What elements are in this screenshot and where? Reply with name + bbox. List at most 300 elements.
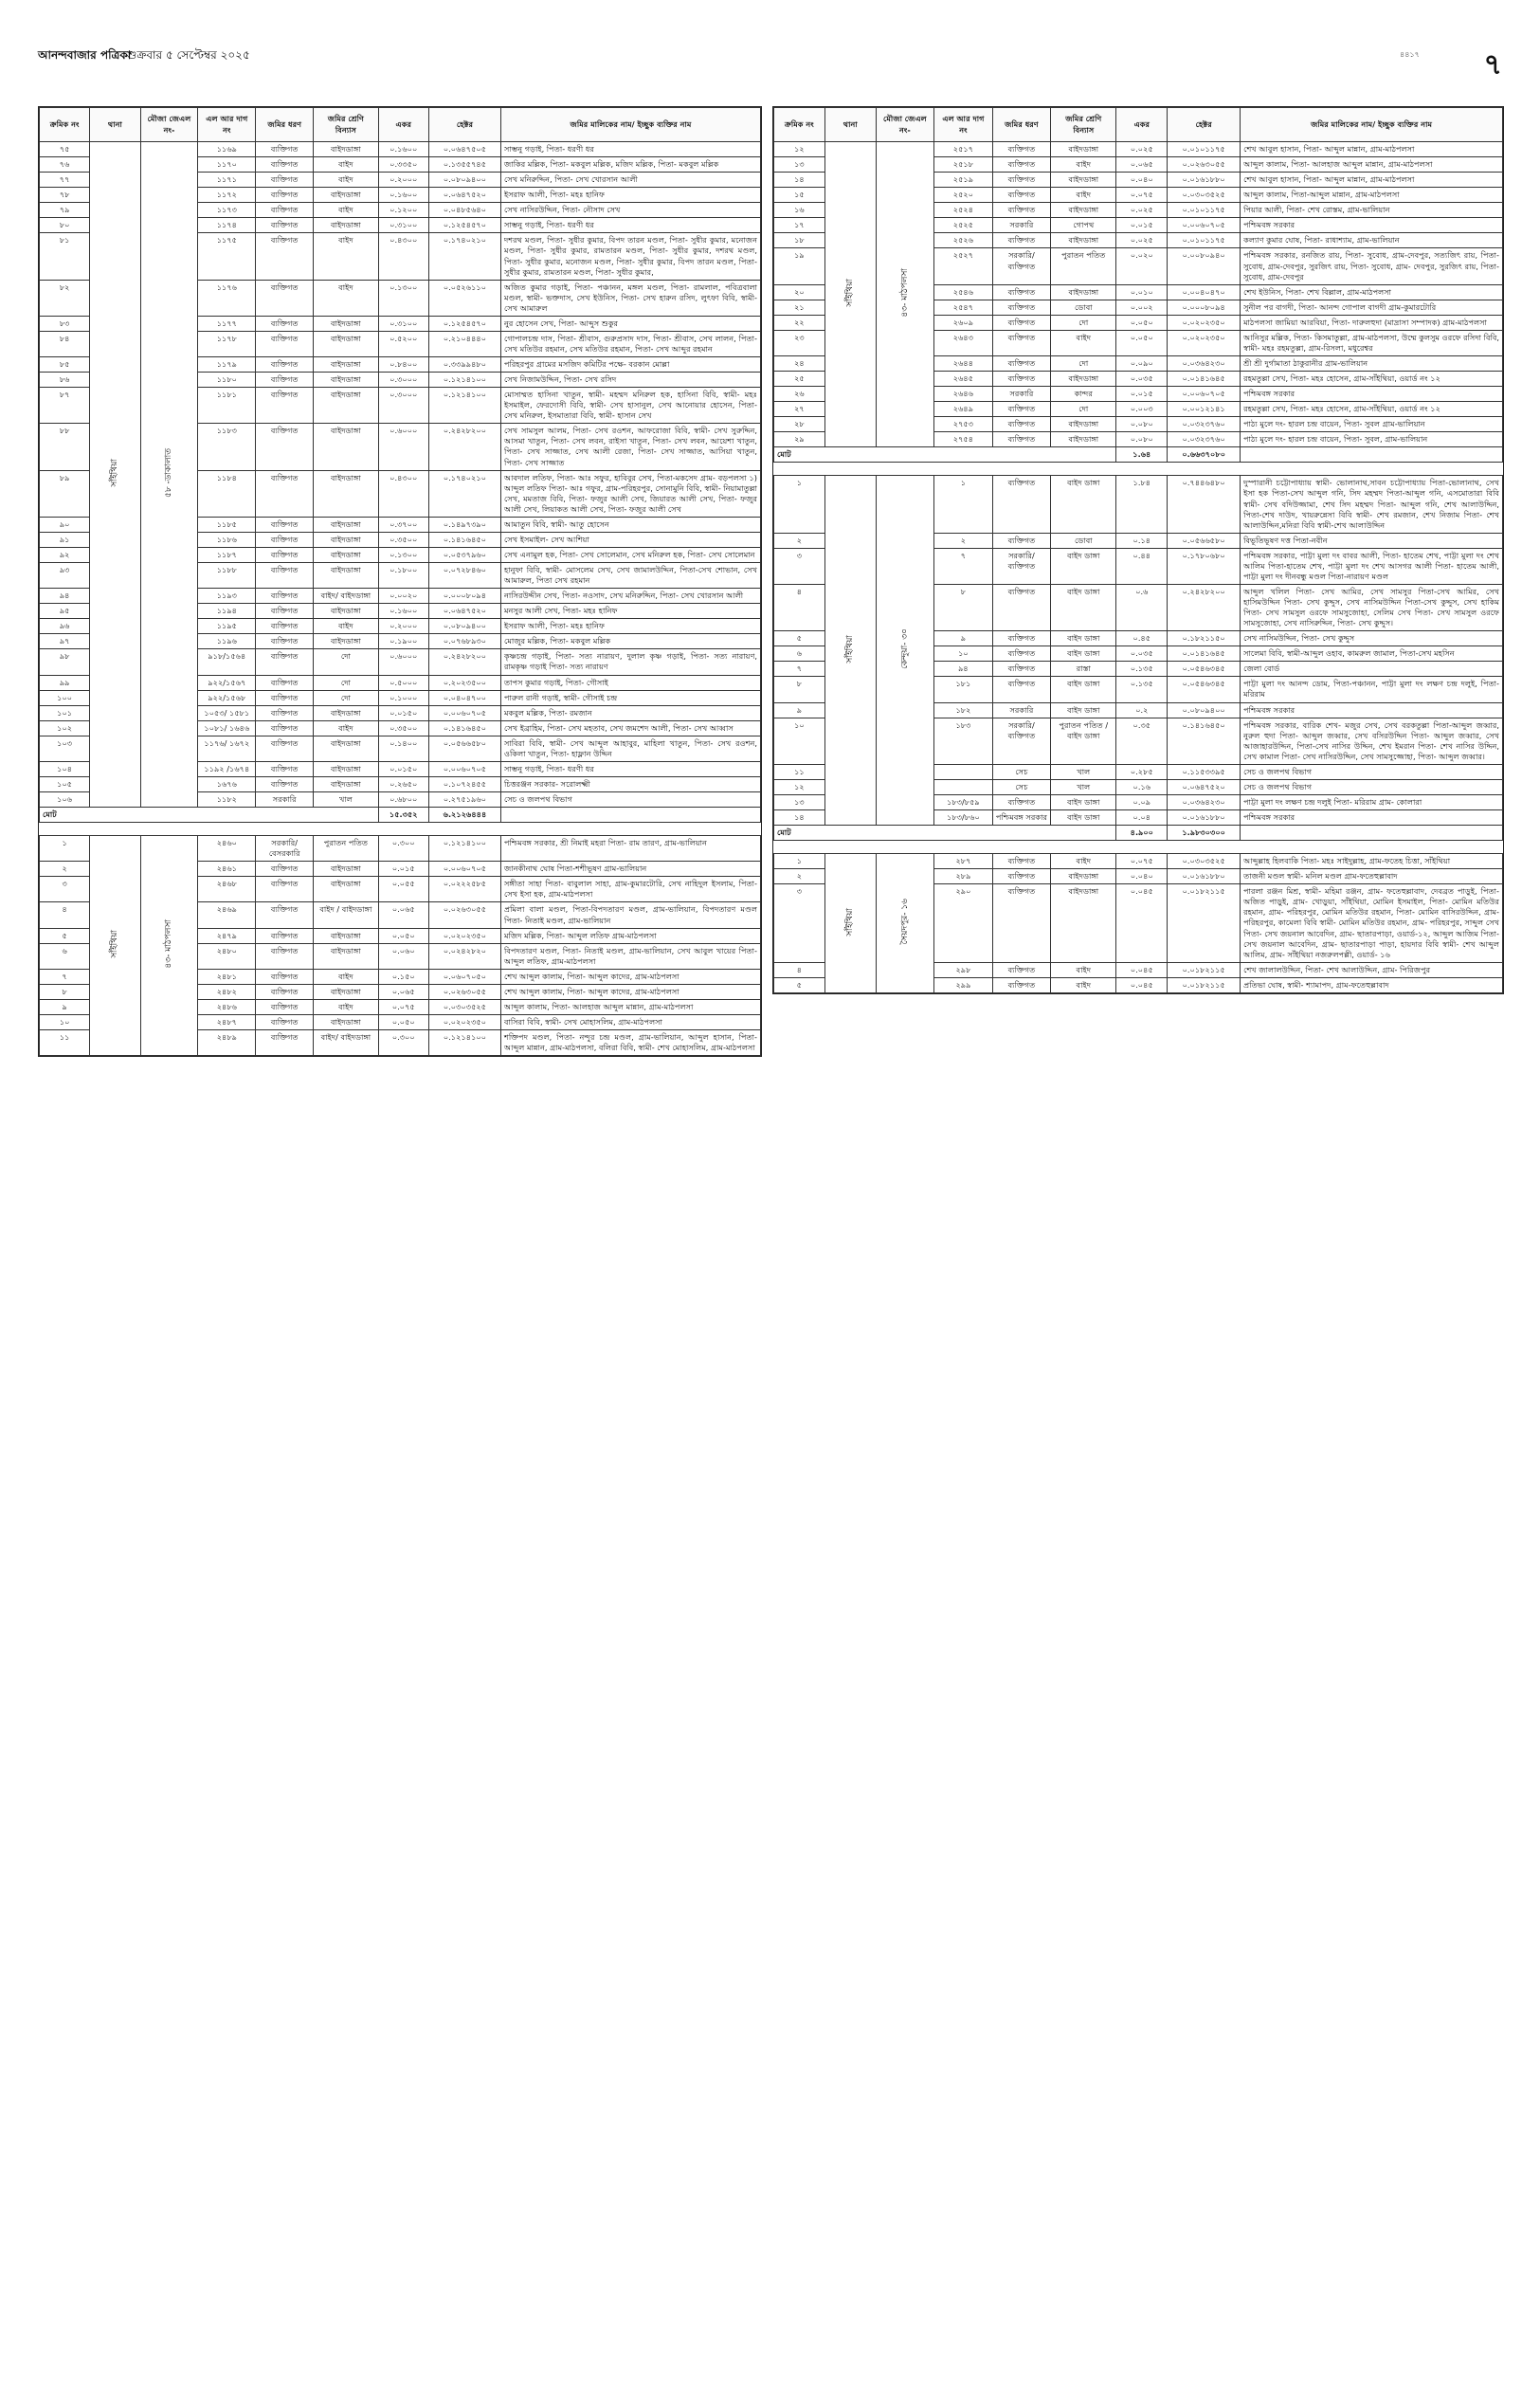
plot-number: ২৫২৭	[934, 248, 993, 284]
area-hectare: ০.০২০২৩৫০	[1168, 315, 1241, 330]
area-hectare: ০.০৩০৩৫২৫	[428, 999, 500, 1014]
land-class: বাইদডাঙ্গা	[1051, 284, 1116, 300]
owner-name: পশ্চিমবঙ্গ সরকার, শ্রী নিমাই মহরা পিতা- রাম তারণ, গ্রাম-ভালিয়ান	[501, 836, 761, 862]
area-acre: ০.১০০০	[378, 690, 428, 705]
land-type: ব্যক্তিগত	[256, 470, 314, 517]
area-hectare: ০.০২২২৫৮৫	[428, 877, 500, 902]
serial-number: ৮৭	[40, 388, 90, 424]
owner-name: তাজনী মণ্ডল স্বামী- মনিল মণ্ডল গ্রাম-ফতেহুল্লাবাদ	[1241, 869, 1503, 884]
area-acre: ০.০৫০	[378, 1014, 428, 1029]
serial-number: ২	[40, 862, 90, 877]
plot-number: ৯	[934, 631, 993, 646]
land-type: ব্যক্তিগত	[992, 330, 1051, 355]
thana-label: সাঁইথিয়া	[845, 279, 856, 307]
table-row	[774, 142, 1503, 157]
owner-name: পশ্চিমবঙ্গ সরকার	[1241, 810, 1503, 826]
total-row	[40, 808, 761, 823]
land-class: বাইদ/ বাইদডাঙ্গা	[314, 1030, 378, 1056]
owner-name: সেচ ও জলপথ বিভাগ	[1241, 779, 1503, 794]
area-acre: ০.০৪৫	[1116, 977, 1168, 992]
serial-number: ২০	[774, 284, 825, 300]
area-hectare: ০.০৬৪৭৫২০	[1168, 779, 1241, 794]
area-acre: ০.৩৩৫০	[378, 157, 428, 173]
area-acre: ১.৮৪	[1116, 476, 1168, 533]
area-hectare: ০.০৮০৯৪০০	[428, 619, 500, 634]
area-acre: ০.৩৫	[1116, 718, 1168, 764]
area-acre: ০.০৫০	[378, 928, 428, 943]
land-class: খাল	[1051, 779, 1116, 794]
serial-number: ৮১	[40, 233, 90, 280]
plot-number: ১১৭২	[198, 188, 256, 203]
plot-number	[934, 764, 993, 779]
land-class: বাইদডাঙ্গা	[1051, 417, 1116, 432]
area-hectare: ০.০৩২৩৭৬০	[1168, 432, 1241, 447]
land-class: বাইদ	[314, 999, 378, 1014]
plot-number: ১১৮০	[198, 373, 256, 388]
serial-number: ১৪	[774, 173, 825, 188]
area-hectare: ০.০০৪০৪৭০	[1168, 284, 1241, 300]
land-class: বাইদডাঙ্গা	[314, 142, 378, 157]
serial-number: ২১	[774, 300, 825, 315]
area-hectare: ০.০৩০৩৫২৫	[1168, 188, 1241, 203]
land-type: ব্যক্তিগত	[256, 157, 314, 173]
area-acre: ০.১৬০০	[378, 142, 428, 157]
area-hectare: ০.১০৭২৪৫৫	[428, 776, 500, 791]
block-separator	[774, 463, 1503, 476]
serial-number: ১	[774, 476, 825, 533]
owner-name: আব্দুল কালাম, পিতা-আব্দুল মান্নান, গ্রাম-মাঠপলসা	[1241, 188, 1503, 203]
area-hectare: ০.০৬০৭০৫০	[428, 969, 500, 984]
land-type: ব্যক্তিগত	[256, 589, 314, 604]
serial-number: ৫	[774, 631, 825, 646]
area-acre: ০.৬০০০	[378, 649, 428, 675]
mouza-label: ৪৩- মাঠপলসা	[899, 268, 910, 318]
owner-name: মনসুর আলী সেখ, পিতা- মহঃ হানিফ	[501, 604, 761, 619]
land-type: ব্যক্তিগত	[256, 373, 314, 388]
plot-number: ২৯৯	[934, 977, 993, 992]
owner-name: সেখ ইসমাইল- সেখ আশিয়া	[501, 532, 761, 547]
owner-name: পশ্চিমবঙ্গ সরকার	[1241, 702, 1503, 718]
area-acre: ০.০২৫	[1116, 233, 1168, 248]
total-label: মোট	[774, 447, 1116, 463]
land-class: বাইদডাঙ্গা	[314, 563, 378, 589]
area-acre: ০.০৪৫	[1116, 884, 1168, 962]
land-type: ব্যক্তিগত	[256, 188, 314, 203]
land-class: পুরাতন পতিত	[314, 836, 378, 862]
land-class: ডোবা	[1051, 300, 1116, 315]
plot-number: ২৯৮	[934, 962, 993, 977]
owner-name: প্রতিভা ঘোষ, স্বামী- শ্যামাপদ, গ্রাম-ফতেহুল্লাবাদ	[1241, 977, 1503, 992]
area-hectare: ০.০১৮২১১৫	[1168, 977, 1241, 992]
newspaper-name: আনন্দবাজার পত্রিকা	[38, 48, 132, 62]
plot-number: ১১৭৯	[198, 357, 256, 373]
land-class: বাইদ	[1051, 962, 1116, 977]
table-header	[40, 108, 761, 142]
plot-number: ১১৮২	[198, 792, 256, 808]
thana-cell	[824, 476, 876, 826]
plot-number: ২৫৪৬	[934, 284, 993, 300]
land-type: ব্যক্তিগত	[256, 604, 314, 619]
total-acre: ১.৬৪	[1116, 447, 1168, 463]
land-type: ব্যক্তিগত	[256, 331, 314, 356]
area-acre: ০.০৬৫	[1116, 157, 1168, 173]
land-type: সরকারি	[256, 792, 314, 808]
land-type: ব্যক্তিগত	[256, 218, 314, 233]
area-hectare: ০.০১৬১৮৮০	[1168, 810, 1241, 826]
plot-number: ২৬৪৬	[934, 387, 993, 402]
owner-name: রহমতুল্লা সেখ, পিতা- মহঃ হোসেন, গ্রাম-সাঁইথিয়া, ওয়ার্ড নং ১২	[1241, 402, 1503, 417]
area-hectare: ০.০১০১১৭৫	[1168, 233, 1241, 248]
column-header: জমির মালিকের নাম/ ইচ্ছুক ব্যক্তির নাম	[501, 108, 761, 142]
area-hectare: ০.১১৫৩৩৯৫	[1168, 764, 1241, 779]
area-hectare: ০.১২১৪১০০	[428, 388, 500, 424]
serial-number: ২৬	[774, 387, 825, 402]
area-acre: ০.০৫৫	[378, 877, 428, 902]
owner-name: ইসরাফ আলী, পিতা- মহঃ হানিফ	[501, 619, 761, 634]
land-type: ব্যক্তিগত	[256, 203, 314, 218]
owner-name: পারলা রঞ্জন মিশ্র, স্বামী- মহিমা রঞ্জন, গ্রাম- ফতেহুল্লাবাদ, দেবব্রত পাড়ুই, পিতা- অজিত পাড়ুই, গ্রাম- খোড়ুয়া, সাঁইথিয়া, মোমিন ইসমাইল, পিতা- মোমিন মতিউর রহমান, গ্রাম- পরিহরপুর, মোমিন মতিউর রহমান, পিতা- মোমিন বাসিরউদ্দিন, গ্রাম-পরিহরপুর, কামেলা বিবি স্বামী- মোমিন মতিউর রহমান, গ্রাম- পরিহরপুর, সাব্দুল সেখ পিতা- সেখ জয়নাল আবেদিন, গ্রাম- ছাতারপাড়া, ওয়ার্ড-১২, আব্দুল আজিম পিতা- সেখ জয়নাল আবেদিন, গ্রাম- ছাতারপাড়া পাড়া, হায়দার বিবি স্বামী- শেখ আব্দুল আলিম, গ্রাম- সাঁইথিয়া নজরুলপল্লী, ওয়ার্ড- ১৬	[1241, 884, 1503, 962]
area-acre: ০.৪৩০০	[378, 470, 428, 517]
masthead	[38, 42, 1502, 80]
area-hectare: ০.০৮০৯৪০০	[1168, 702, 1241, 718]
land-class: বাইদ	[314, 157, 378, 173]
plot-number: ১৮৩	[934, 718, 993, 764]
column-header: একর	[1116, 108, 1168, 142]
land-type: ব্যক্তিগত	[256, 943, 314, 969]
total-row	[774, 447, 1503, 463]
land-type: ব্যক্তিগত	[256, 233, 314, 280]
plot-number: ২৫২০	[934, 188, 993, 203]
plot-number: ১১৮৬	[198, 532, 256, 547]
area-acre: ০.০১০	[1116, 284, 1168, 300]
area-hectare: ০.১৪৯৭৩৯০	[428, 517, 500, 532]
land-type: ব্যক্তিগত	[256, 634, 314, 649]
area-hectare: ০.১২৫৪৫৭০	[428, 316, 500, 331]
area-acre: ০.৩১০০	[378, 316, 428, 331]
plot-number: ১১৭১	[198, 173, 256, 188]
serial-number: ২৮	[774, 417, 825, 432]
land-class: বাইদডাঙ্গা	[314, 218, 378, 233]
serial-number: ১৪	[774, 810, 825, 826]
column-header: এল আর দাগ নং	[198, 108, 256, 142]
owner-name: পশ্চিমবঙ্গ সরকার, রনজিত রায়, পিতা- সুবোধ, গ্রাম-দেবপুর, সত্যজিৎ রায়, পিতা- সুবোধ, গ্রাম-দেবপুর, সুরজিৎ রায়, পিতা- সুবোধ, গ্রাম- দেবপুর, সুরজিৎ রায়, পিতা- সুবোধ, গ্রাম-দেবপুর	[1241, 248, 1503, 284]
land-class: বাইদডাঙ্গা	[314, 761, 378, 776]
serial-number: ৭৬	[40, 157, 90, 173]
land-type: ব্যক্তিগত	[256, 928, 314, 943]
area-acre: ০.১৮০০	[378, 563, 428, 589]
plot-number: ২৮৯	[934, 869, 993, 884]
land-type: ব্যক্তিগত	[256, 984, 314, 999]
land-class: বাইদডাঙ্গা	[314, 862, 378, 877]
area-acre: ০.০৬৫	[378, 984, 428, 999]
land-type: ব্যক্তিগত	[256, 547, 314, 562]
land-type: ব্যক্তিগত	[992, 476, 1051, 533]
area-hectare: ০.০৫৬৬৫৮০	[1168, 533, 1241, 548]
land-type: ব্যক্তিগত	[992, 417, 1051, 432]
thana-cell	[90, 836, 140, 1056]
serial-number: ১০০	[40, 690, 90, 705]
land-type: সরকারি	[992, 387, 1051, 402]
serial-number: ৮৪	[40, 331, 90, 356]
plot-number: ১০৮১/ ১৬৪৬	[198, 720, 256, 736]
land-class: বাইদডাঙ্গা	[314, 357, 378, 373]
area-hectare: ০.০০১২১৪১	[1168, 402, 1241, 417]
land-type: ব্যক্তিগত	[992, 794, 1051, 809]
owner-name: শেখ আব্দুল কালাম, পিতা- আব্দুল কাদের, গ্রাম-মাঠপলসা	[501, 984, 761, 999]
owner-name: রহমতুল্লা সেখ, পিতা- মহঃ হোসেন, গ্রাম-সাঁইথিয়া, ওয়ার্ড নং ১২	[1241, 372, 1503, 387]
plot-number: ১	[934, 476, 993, 533]
area-acre: ০.১৩৫	[1116, 677, 1168, 702]
area-hectare: ০.০১৮২১১৫	[1168, 884, 1241, 962]
area-hectare: ০.৭৪৪৬৪৮০	[1168, 476, 1241, 533]
land-type: ব্যক্তিগত	[992, 355, 1051, 371]
area-acre: ০.০৩৫	[1116, 646, 1168, 662]
land-class: বাইদ	[314, 280, 378, 316]
land-class: বাইদডাঙ্গা	[314, 373, 378, 388]
owner-name: পাট্টা মুলা দং আনন্দ ডোম, পিতা-পঞ্চানন, পাট্টা মুলা দং লক্ষণ চন্দ্র দলুই, পিতা- মরিরাম	[1241, 677, 1503, 702]
owner-name: পশ্চিমবঙ্গ সরকার, পাট্টা মুলা দং বাবর আলী, পিতা- হাতেম শেখ, পাট্টা মুলা দং শেখ আলিম পিতা-হাতেম শেখ, পাট্টা মুলা দং শেখ আসগর আলী পিতা- হাতেম আলী, পাট্টা মুলা দং দীনবন্ধু মণ্ডল পিতা-নারায়ণ মণ্ডল	[1241, 548, 1503, 584]
owner-name: শেখ আব্দুল কালাম, পিতা- আব্দুল কাদের, গ্রাম-মাঠপলসা	[501, 969, 761, 984]
area-acre: ০.১৬	[1116, 779, 1168, 794]
area-acre: ০.০৫০	[1116, 330, 1168, 355]
land-type: সরকারি/ ব্যক্তিগত	[992, 248, 1051, 284]
owner-name: মোজুর মল্লিক, পিতা- মকবুল মল্লিক	[501, 634, 761, 649]
serial-number: ৭৯	[40, 203, 90, 218]
area-acre: ০.০৪০	[1116, 173, 1168, 188]
land-type: ব্যক্তিগত	[992, 533, 1051, 548]
land-type: ব্যক্তিগত	[992, 646, 1051, 662]
total-acre: ৪.৯০০	[1116, 826, 1168, 841]
area-acre: ০.০২৫	[1116, 203, 1168, 218]
owner-name: নাসিরউদ্দীন সেখ, পিতা- নওসাদ, সেখ মনিরুদ্দিন, পিতা- সেখ খোরসান আলী	[501, 589, 761, 604]
land-class: বাইদ ডাঙ্গা	[1051, 476, 1116, 533]
land-class: বাইদ / বাইদডাঙ্গা	[314, 902, 378, 928]
block-separator	[40, 823, 761, 836]
serial-number: ৭৮	[40, 188, 90, 203]
land-class: বাইদডাঙ্গা	[314, 188, 378, 203]
land-class: বাইদ	[1051, 330, 1116, 355]
area-acre: ০.৬০০০	[378, 424, 428, 470]
land-class: বাইদ ডাঙ্গা	[1051, 794, 1116, 809]
owner-name: সেচ ও জলপথ বিভাগ	[501, 792, 761, 808]
serial-number: ৪	[774, 584, 825, 630]
land-type: ব্যক্তিগত	[256, 649, 314, 675]
serial-number: ২৪	[774, 355, 825, 371]
serial-number: ১৬	[774, 203, 825, 218]
owner-name: সেখ নাসিরউদ্দিন, পিতা- নৌসাদ সেখ	[501, 203, 761, 218]
table-row	[40, 836, 761, 862]
land-type: ব্যক্তিগত	[256, 280, 314, 316]
area-acre: ০.৩০০	[378, 836, 428, 862]
plot-number: ২৫২৫	[934, 218, 993, 233]
owner-name: সালেমা বিবি, স্বামী-আব্দুল ওহাব, কামরুল জামাল, পিতা-সেখ মহসিন	[1241, 646, 1503, 662]
land-type: ব্যক্তিগত	[992, 677, 1051, 702]
owner-name: সুনীল পর বাগদী, পিতা- আনন্দ গোপাল বাগদী গ্রাম-কুমারটোরি	[1241, 300, 1503, 315]
land-type: ব্যক্তিগত	[256, 619, 314, 634]
owner-name: পারুল রানী গড়াই, স্বামী- গৌসাই চন্দ্র	[501, 690, 761, 705]
land-type: ব্যক্তিগত	[992, 157, 1051, 173]
area-acre: ০.২০০০	[378, 173, 428, 188]
plot-number: ১১৭৮	[198, 331, 256, 356]
serial-number: ৪	[774, 962, 825, 977]
serial-number: ১০৬	[40, 792, 90, 808]
table-row	[774, 476, 1503, 533]
right-column	[772, 106, 1504, 994]
land-class: বাইদডাঙ্গা	[314, 776, 378, 791]
area-hectare: ০.১৩৫৫৭৪৫	[428, 157, 500, 173]
total-empty	[1241, 826, 1503, 841]
total-empty	[501, 808, 761, 823]
owner-name: সেখ সামসুল আলম, পিতা- সেখ রওশন, আফরোজা বিবি, স্বামী- সেখ সুরুদ্দিন, আসমা খাতুন, পিতা- সেখ লবন, রাইসা খাতুন, পিতা- সেখ লবন, আয়েশা খাতুন, পিতা- সেখ সাজ্জাত, সেখ আলী রেজা, পিতা- সেখ সাজ্জাত, আসিয়া খাতুন, পিতা- সেখ সাজ্জাত	[501, 424, 761, 470]
area-hectare: ০.০৫৬৬৫৮০	[428, 736, 500, 761]
owner-name: পাঠ্য মুলে দং- হারল চন্দ্র বায়েন, পিতা- সুবল, গ্রাম-ভালিয়ান	[1241, 432, 1503, 447]
total-hectare: ০.৬৬৩৭০৮০	[1168, 447, 1241, 463]
land-class: বাইদডাঙ্গা	[1051, 432, 1116, 447]
land-class: বাইদডাঙ্গা	[314, 331, 378, 356]
area-hectare: ০.০৭২৮৪৬০	[428, 563, 500, 589]
thana-label: সাঁইথিয়া	[110, 459, 120, 487]
column-header: জমির মালিকের নাম/ ইচ্ছুক ব্যক্তির নাম	[1241, 108, 1503, 142]
area-acre: ০.১৯০০	[378, 634, 428, 649]
land-class: বাইদডাঙ্গা	[1051, 173, 1116, 188]
owner-name: আব্দুল কালাম, পিতা- আলহাজ আব্দুল মান্নান, গ্রাম-মাঠপলসা	[1241, 157, 1503, 173]
land-type: ব্যক্তিগত	[992, 284, 1051, 300]
serial-number: ৭	[774, 662, 825, 677]
area-hectare: ০.০৩০৩৫২৫	[1168, 854, 1241, 869]
area-acre: ০.০৮০	[1116, 432, 1168, 447]
area-acre: ০.১৪০০	[378, 736, 428, 761]
area-acre: ০.০১৫০	[378, 705, 428, 720]
area-acre: ০.১৩০০	[378, 547, 428, 562]
area-hectare: ০.০৩২৩৭৬০	[1168, 417, 1241, 432]
land-class: বাইদডাঙ্গা	[314, 1014, 378, 1029]
land-type: ব্যক্তিগত	[256, 902, 314, 928]
serial-number: ৮০	[40, 218, 90, 233]
area-hectare: ০.০২৬৩০৫৫	[1168, 157, 1241, 173]
area-acre: ০.৬৮০০	[378, 792, 428, 808]
owner-name: শেখ আবুল হাসান, পিতা- আব্দুল মান্নান, গ্রাম-মাঠপলসা	[1241, 142, 1503, 157]
plot-number: ১০	[934, 646, 993, 662]
area-acre: ০.৮৪০০	[378, 357, 428, 373]
owner-name: পিয়ার আলী, পিতা- শেখ রোস্তম, গ্রাম-ভালিয়ান	[1241, 203, 1503, 218]
land-class: বাইদডাঙ্গা	[314, 736, 378, 761]
serial-number: ১০৪	[40, 761, 90, 776]
area-hectare: ০.০২০২৩৫০	[428, 1014, 500, 1029]
area-hectare: ০.০০৬০৭০৫	[1168, 387, 1241, 402]
area-hectare: ০.১৭৪০২১০	[428, 233, 500, 280]
land-class: রাস্তা	[1051, 662, 1116, 677]
land-class: গোপথ	[1051, 218, 1116, 233]
land-type: ব্যক্তিগত	[256, 690, 314, 705]
land-class: দো	[314, 690, 378, 705]
plot-number: ২৪৮৯	[198, 1030, 256, 1056]
thana-cell	[824, 142, 876, 447]
serial-number: ১	[774, 854, 825, 869]
column-header: জমির ধরণ	[992, 108, 1051, 142]
area-acre: ০.৩০০০	[378, 373, 428, 388]
land-class: বাইদডাঙ্গা	[1051, 233, 1116, 248]
land-type: ব্যক্তিগত	[256, 705, 314, 720]
land-type: ব্যক্তিগত	[992, 300, 1051, 315]
land-type: ব্যক্তিগত	[256, 142, 314, 157]
owner-name: আব্দুল কালাম, পিতা- আলহাজ আব্দুল মান্নান, গ্রাম-মাঠপলসা	[501, 999, 761, 1014]
land-type: ব্যক্তিগত	[256, 776, 314, 791]
owner-name: শেখ ইউনিস, পিতা- শেখ বিল্লাল, গ্রাম-মাঠপলসা	[1241, 284, 1503, 300]
land-type: ব্যক্তিগত	[992, 372, 1051, 387]
plot-number: ১৬৭৬	[198, 776, 256, 791]
area-hectare: ০.০২৬৩০৫৫	[428, 984, 500, 999]
land-class: বাইদ	[1051, 854, 1116, 869]
land-type: ব্যক্তিগত	[256, 999, 314, 1014]
land-class: বাইদডাঙ্গা	[314, 547, 378, 562]
column-header: হেক্টর	[1168, 108, 1241, 142]
area-hectare: ০.১২১৪১০০	[428, 373, 500, 388]
serial-number: ১৯	[774, 248, 825, 284]
land-type: সরকারি	[992, 218, 1051, 233]
owner-name: বিভূতিভূষণ দত্ত পিতা-নবীন	[1241, 533, 1503, 548]
plot-number: ২৮৭	[934, 854, 993, 869]
area-acre: ০.৩০০০	[378, 388, 428, 424]
serial-number: ১	[40, 836, 90, 862]
area-hectare: ০.০৪৮৫৬৪০	[428, 203, 500, 218]
area-acre: ০.০৪০	[1116, 869, 1168, 884]
plot-number: ২৪৬০	[198, 836, 256, 862]
owner-name: সঙ্গীতা সাহা পিতা- বাবুলাল সাহা, গ্রাম-কুমারটোরি, সেখ নাহিদুল ইসলাম, পিতা-সেখ ইসা হক, গ্রাম-মাঠপলসা	[501, 877, 761, 902]
plot-number: ১১৭৬	[198, 280, 256, 316]
area-acre: ০.০৪	[1116, 810, 1168, 826]
column-header: একর	[378, 108, 428, 142]
serial-number: ২২	[774, 315, 825, 330]
serial-number: ১৩	[774, 157, 825, 173]
land-type: ব্যক্তিগত	[256, 1030, 314, 1056]
thana-label: সাঁইথিয়া	[110, 930, 120, 958]
land-class: খাল	[314, 792, 378, 808]
plot-number: ৯৪	[934, 662, 993, 677]
plot-number: ১১৯৪	[198, 604, 256, 619]
land-type: ব্যক্তিগত	[992, 432, 1051, 447]
area-hectare: ০.১৭৪০২১০	[428, 470, 500, 517]
area-acre: ০.৬	[1116, 584, 1168, 630]
serial-number: ৯১	[40, 532, 90, 547]
land-class: খাল	[1051, 764, 1116, 779]
land-class: কান্দর	[1051, 387, 1116, 402]
thana-cell	[90, 142, 140, 808]
table-row	[774, 854, 1503, 869]
land-class: বাইদডাঙ্গা	[1051, 142, 1116, 157]
land-class: বাইদ ডাঙ্গা	[1051, 810, 1116, 826]
area-acre: ০.১৪	[1116, 533, 1168, 548]
owner-name: প্রমিলা বালা মণ্ডল, পিতা-বিপদতারণ মণ্ডল, গ্রাম-ভালিয়ান, বিপদতারণ মণ্ডল পিতা- নিতাই মণ্ডল, গ্রাম-ভালিয়ান	[501, 902, 761, 928]
mouza-label: কেন্দুয়া- ৩০	[899, 628, 910, 670]
owner-name: শেখ আবুল হাসান, পিতা- আব্দুল মান্নান, গ্রাম-মাঠপলসা	[1241, 173, 1503, 188]
area-hectare: ০.০৫৪৬৩৪৫	[1168, 662, 1241, 677]
land-type: ব্যক্তিগত	[992, 402, 1051, 417]
serial-number: ৬	[40, 943, 90, 969]
owner-name: আব্দুল খলিল পিতা- সেখ আমির, সেখ সামসুর পিতা-সেখ আমির, সেখ হাসিমউদ্দিন পিতা- সেখ কুদ্দুস, সেখ নাসিমউদ্দিন পিতা-সেখ কুদ্দুস, সেখ হাকিম পিতা- সেখ সামসুল ওরফে সামসুজোহা, সেলিম সেখ পিতা- সেখ সামসুল ওরফে সামসুজোহা, সেখ নাসিরুদ্দিন, পিতা- সেখ কুদ্দুস।	[1241, 584, 1503, 630]
plot-number: ১১৮৪	[198, 470, 256, 517]
plot-number: ২৪৮৬	[198, 999, 256, 1014]
owner-name: সেচ ও জলপথ বিভাগ	[1241, 764, 1503, 779]
column-header: জমির ধরণ	[256, 108, 314, 142]
owner-name: পাট্টা মুলা দং লক্ষণ চন্দ্র দলুই পিতা- মরিরাম গ্রাম- কোলারা	[1241, 794, 1503, 809]
owner-name: জাকির মল্লিক, পিতা- মকবুল মল্লিক, মজিদ মল্লিক, পিতা- মকবুল মল্লিক	[501, 157, 761, 173]
land-type: ব্যক্তিগত	[256, 563, 314, 589]
owner-name: সেখ মনিরুদ্দিন, পিতা- সেখ খোরসান আলী	[501, 173, 761, 188]
plot-number: ২৫৪৭	[934, 300, 993, 315]
land-class: দো	[1051, 315, 1116, 330]
land-type: ব্যক্তিগত	[992, 869, 1051, 884]
area-acre: ০.৫২০০	[378, 331, 428, 356]
